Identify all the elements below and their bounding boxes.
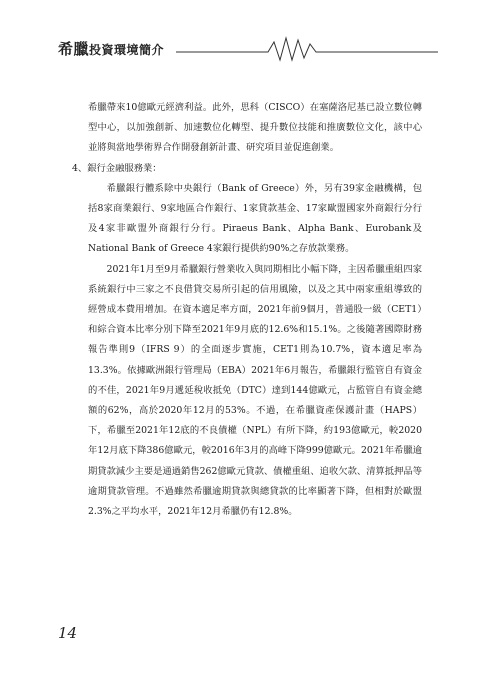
paragraph-banking-performance: 2021年1月至9月希臘銀行營業收入與同期相比小幅下降，主因希臘重組四家系統銀行中三家之不良借貸交易所引起的信用風險，以及之其中兩家重組導致的經營成本費用增加。在資本適足率方面，2021年前9個月，普通股一級（CET1）和綜合資本比率分別下降至2021年9月底的12.6%和15.1%。之後隨著國際財務報告準則9（IFRS 9）的全面逐步實施，CET1則為10.7%，資本適足率為13.3%。依據歐洲銀行管理局（EBA）2021年6月報告，希臘銀行監管自有資金的不佳，2021年9月遞延稅收抵免（DTC）達到144億歐元，占監管自有資金總額的62%，高於2020年12月的53%。不過，在希臘資產保護計畫（HAPS）下，希臘至2021年12底的不良債權（NPL）有所下降，約193億歐元，較2020年12月底下降386億歐元，較2016年3月的高峰下降999億歐元。2021年希臘逾期貸款減少主要是通過銷售262億歐元貸款、債權重組、追收欠款、清算抵押品等逾期貸款管理。不過雖然希臘逾期貸款與總貸款的比率顯著下降，但相對於歐盟2.3%之平均水平，2021年12月希臘仍有12.8%。 xyxy=(88,263,422,518)
header-title xyxy=(58,38,164,59)
paragraph-banking-system: 希臘銀行體系除中央銀行（Bank of Greece）外，另有39家金融機構，包括8家商業銀行、9家地區合作銀行、1家貸款基金、17家歐盟國家外商銀行分行及4家非歐盟外商銀行分行。Piraeus Bank、Alpha Bank、Eurobank及National Bank of Greece 4家銀行提供約90%之存放款業務。 xyxy=(88,182,422,255)
header-title-sub: 投資環境簡介 xyxy=(89,43,165,57)
heartbeat-line-icon xyxy=(176,30,438,66)
section-heading-banking: 4、銀行金融服務業： xyxy=(72,162,162,174)
header-title-main: 希臘 xyxy=(58,40,90,58)
body-text xyxy=(72,98,422,522)
page-number: 14 xyxy=(58,624,78,642)
running-header xyxy=(58,30,438,66)
paragraph-continued: 希臘帶來10億歐元經濟利益。此外，思科（CISCO）在塞薩洛尼基已設立數位轉型中心，以加強創新、加速數位化轉型、提升數位技能和推廣數位文化，該中心並將與當地學術界合作開發創新計畫、研究項目並促進創業。 xyxy=(88,102,422,154)
